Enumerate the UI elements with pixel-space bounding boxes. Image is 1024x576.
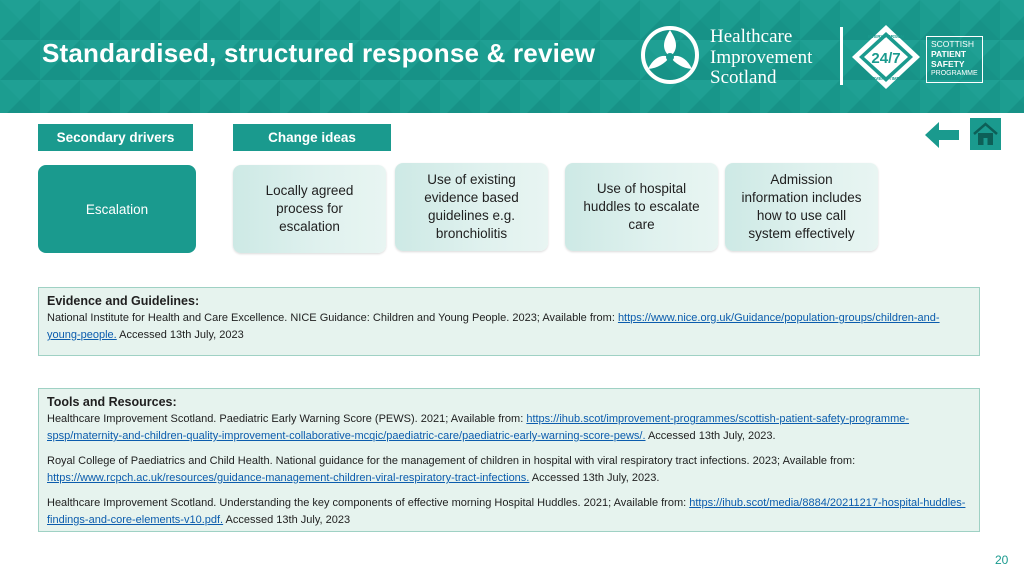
change-idea-card	[395, 163, 548, 251]
change-idea-text: Locally agreed process for escalation	[265, 183, 354, 234]
tools-reference	[47, 411, 971, 445]
left-arrow-icon[interactable]	[924, 121, 960, 149]
reference-link[interactable]: https://www.nice.org.uk/Guidance/population-groups/children-and-young-people.	[47, 312, 940, 341]
spsp-line-3: SAFETY	[931, 58, 965, 69]
header-banner	[0, 0, 1024, 113]
tools-title: Tools and Resources:	[47, 395, 177, 409]
reference-accessed: Accessed 13th July, 2023	[116, 329, 244, 341]
reference-text: National Institute for Health and Care Excellence. NICE Guidance: Children and Young People. 2023; Available from:	[47, 312, 618, 324]
badge-ring-bottom: EVERY TIME	[872, 76, 900, 81]
badge-ring-top: EVERY PERSON	[868, 34, 904, 39]
evidence-title: Evidence and Guidelines:	[47, 294, 200, 308]
evidence-box	[38, 287, 980, 356]
tools-reference	[47, 495, 971, 529]
spsp-badge-icon	[850, 23, 922, 91]
reference-text: Healthcare Improvement Scotland. Paediatric Early Warning Score (PEWS). 2021; Available from:	[47, 413, 527, 425]
org-name-line-3: Scotland	[710, 67, 777, 88]
tools-reference	[47, 453, 971, 487]
reference-link[interactable]: https://ihub.scot/improvement-programmes/scottish-patient-safety-programme-spsp/maternity-and-children-quality-improvement-collaborative-mcqic/paediatric-care/paediatric-early-warning-score-pews/.	[47, 413, 910, 442]
reference-accessed: Accessed 13th July, 2023.	[529, 472, 660, 484]
spsp-line-4: PROGRAMME	[931, 70, 978, 78]
logo-divider	[840, 27, 843, 85]
home-button[interactable]	[970, 118, 1001, 150]
reference-accessed: Accessed 13th July, 2023.	[645, 430, 776, 442]
secondary-drivers-label: Secondary drivers	[38, 124, 193, 151]
change-idea-card	[565, 163, 718, 251]
change-idea-text: Use of hospital huddles to escalate care	[583, 181, 700, 232]
page-title: Standardised, structured response & review	[42, 38, 596, 68]
change-idea-text: Admission information includes how to use call system effectively	[741, 172, 862, 241]
driver-label: Escalation	[85, 201, 149, 217]
reference-link[interactable]: https://ihub.scot/media/8884/20211217-hospital-huddles-findings-and-core-elements-v10.pdf.	[47, 497, 966, 526]
reference-text: Healthcare Improvement Scotland. Understanding the key components of effective morning Hospital Huddles. 2021; Available from:	[47, 497, 690, 509]
page-number: 20	[995, 553, 1009, 567]
org-name-line-1: Healthcare	[710, 26, 793, 47]
org-name-line-2: Improvement	[710, 46, 813, 68]
spsp-line-1: SCOTTISH	[931, 39, 974, 49]
change-ideas-label: Change ideas	[233, 124, 391, 151]
driver-card-escalation	[38, 165, 196, 253]
org-name	[710, 27, 812, 89]
change-idea-card	[725, 163, 878, 251]
reference-accessed: Accessed 13th July, 2023	[223, 514, 351, 526]
spsp-line-2: PATIENT	[931, 48, 967, 59]
his-logo-icon	[640, 24, 700, 86]
change-idea-text: Use of existing evidence based guidelines e.g. bronchiolitis	[424, 172, 519, 241]
evidence-reference	[47, 310, 971, 344]
reference-text: Royal College of Paediatrics and Child Health. National guidance for the management of children in hospital with viral respiratory tract infections. 2023; Available from:	[47, 455, 856, 467]
change-idea-card	[233, 165, 386, 253]
tools-box	[38, 388, 980, 532]
badge-number: 24/7	[871, 50, 901, 67]
reference-link[interactable]: https://www.rcpch.ac.uk/resources/guidance-management-children-viral-respiratory-tract-infections.	[47, 472, 530, 484]
spsp-wordmark	[926, 36, 983, 83]
home-icon	[970, 118, 1001, 150]
